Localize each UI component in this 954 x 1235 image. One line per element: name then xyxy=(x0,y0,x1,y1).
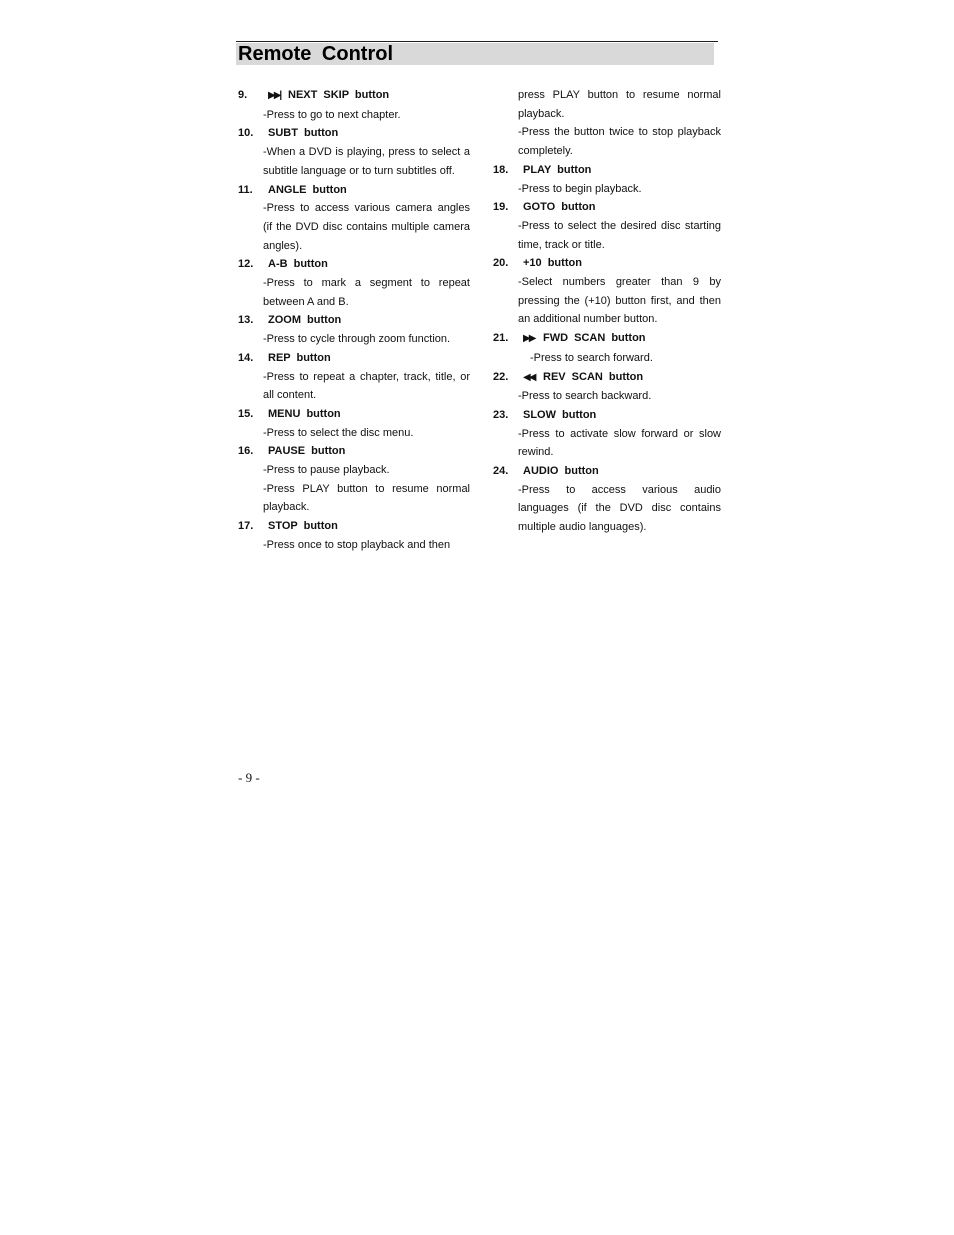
right-column xyxy=(493,86,721,537)
left-column xyxy=(238,86,470,555)
list-item xyxy=(238,405,470,442)
item-title: A-B button xyxy=(268,258,328,271)
continuation-text: -Press the button twice to stop playback completely. xyxy=(518,126,721,158)
rewind-icon: ◀◀ xyxy=(523,371,535,383)
item-title: REV SCAN button xyxy=(543,370,644,383)
item-title: AUDIO button xyxy=(523,465,599,478)
item-number: 14. xyxy=(238,351,254,364)
item-desc: -Select numbers greater than 9 by pressing the (+10) button first, and then an additional number button. xyxy=(518,276,721,326)
item-number: 11. xyxy=(238,183,253,196)
list-item xyxy=(238,86,470,124)
page-title: Remote Control xyxy=(238,43,393,65)
continuation-text: press PLAY button to resume normal playback. xyxy=(518,89,721,120)
item-title: SLOW button xyxy=(523,408,597,421)
list-item xyxy=(493,329,721,367)
item-number: 17. xyxy=(238,520,254,533)
item-number: 15. xyxy=(238,407,254,420)
item-desc: -Press to select the disc menu. xyxy=(263,426,414,439)
item-number: 13. xyxy=(238,314,254,327)
item-desc: -Press to repeat a chapter, track, title, or all content. xyxy=(263,370,470,402)
title-bar xyxy=(236,43,714,65)
item-title: REP button xyxy=(268,351,331,364)
item-title: GOTO button xyxy=(523,201,596,214)
item-number: 20. xyxy=(493,257,509,270)
item-title: SUBT button xyxy=(268,127,339,140)
list-item xyxy=(238,517,470,554)
item-number: 24. xyxy=(493,465,509,478)
item-number: 22. xyxy=(493,370,509,383)
item-title: FWD SCAN button xyxy=(543,332,646,345)
list-item xyxy=(493,161,721,198)
list-item xyxy=(238,311,470,348)
page-number: - 9 - xyxy=(238,770,260,785)
item-desc: -Press to begin playback. xyxy=(518,182,642,195)
header-rule xyxy=(236,41,718,42)
item-desc: -When a DVD is playing, press to select a subtitle language or to turn subtitles off. xyxy=(263,146,470,177)
next-skip-icon: ▶▶| xyxy=(268,90,281,101)
item-number: 23. xyxy=(493,408,509,421)
item-title: +10 button xyxy=(523,257,582,270)
item-title: MENU button xyxy=(268,407,341,420)
list-item xyxy=(238,349,470,405)
list-item xyxy=(493,198,721,254)
item-desc: -Press to access various camera angles (if the DVD disc contains multiple camera angles). xyxy=(263,202,470,252)
item-desc: -Press to search forward. xyxy=(530,351,653,364)
item-desc: -Press PLAY button to resume normal playback. xyxy=(263,482,470,514)
list-item xyxy=(238,124,470,180)
item-title: PAUSE button xyxy=(268,445,346,458)
list-item xyxy=(238,181,470,256)
item-number: 21. xyxy=(493,332,509,345)
item-number: 18. xyxy=(493,163,509,176)
item-number: 12. xyxy=(238,258,254,271)
item-number: 19. xyxy=(493,201,509,214)
item-title: PLAY button xyxy=(523,163,592,176)
item-desc: -Press to access various audio languages (if the DVD disc contains multiple audio languages). xyxy=(518,483,721,534)
list-item xyxy=(493,254,721,329)
fast-forward-icon: ▶▶ xyxy=(523,333,535,345)
list-item xyxy=(238,255,470,311)
list-item xyxy=(493,368,721,406)
item-number: 16. xyxy=(238,445,254,458)
item-title: NEXT SKIP button xyxy=(288,89,390,101)
item-desc: -Press to pause playback. xyxy=(263,464,390,477)
item-number: 10. xyxy=(238,127,254,140)
item-desc: -Press to cycle through zoom function. xyxy=(263,333,451,346)
item-desc: -Press to mark a segment to repeat between A and B. xyxy=(263,277,470,308)
item-number: 9. xyxy=(238,89,248,101)
list-item xyxy=(493,462,721,537)
item-title: STOP button xyxy=(268,520,338,533)
list-item xyxy=(493,406,721,462)
item-title: ZOOM button xyxy=(268,314,342,327)
item-desc: -Press to activate slow forward or slow rewind. xyxy=(518,427,721,459)
item-desc: -Press to search backward. xyxy=(518,390,652,403)
item-desc: -Press once to stop playback and then xyxy=(263,538,451,551)
item-desc: -Press to go to next chapter. xyxy=(263,108,401,121)
item-desc: -Press to select the desired disc starting time, track or title. xyxy=(518,219,721,251)
item-title: ANGLE button xyxy=(268,183,347,196)
list-item xyxy=(238,442,470,517)
